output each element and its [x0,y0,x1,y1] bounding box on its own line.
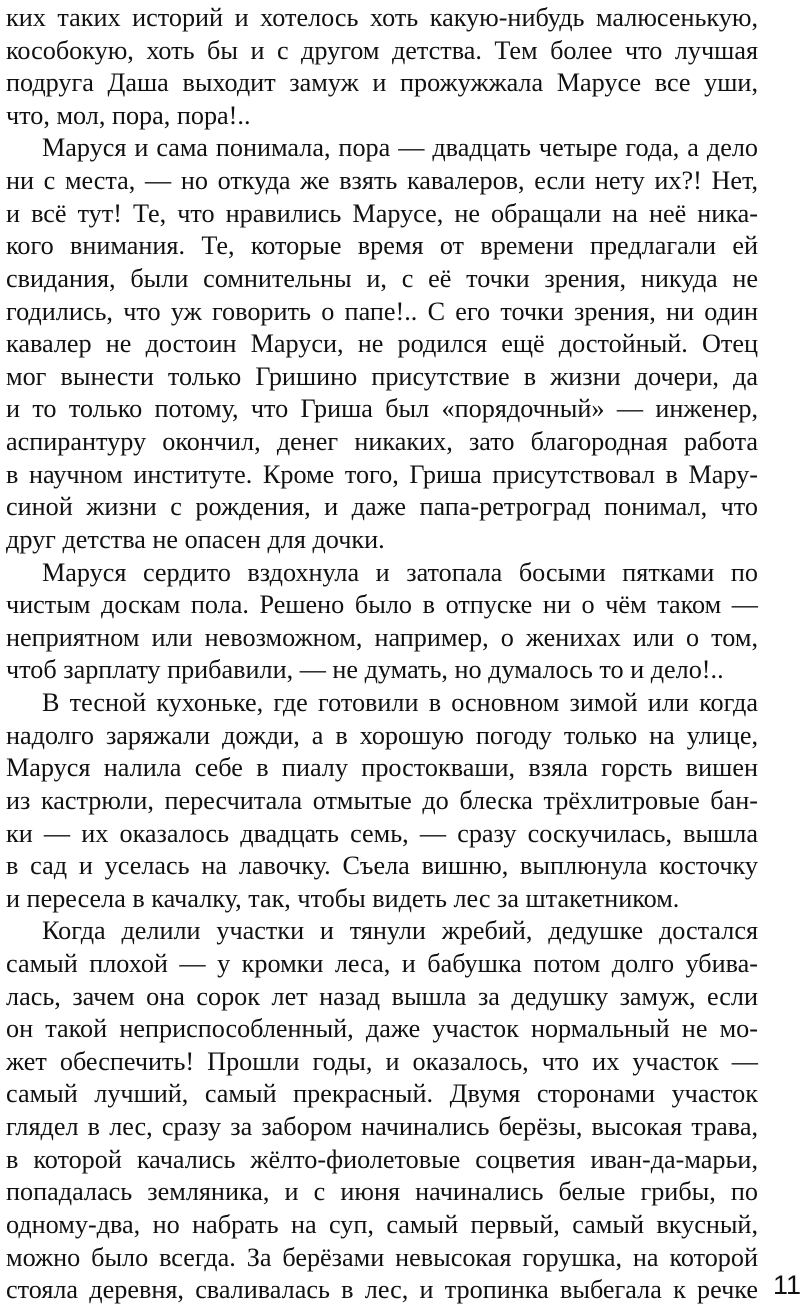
text-line: мог вынести только Гришино присутствие в жизни дочери, да [6,361,758,391]
text-line: чтоб зарплату прибавили, — не думать, но думалось то и дело!.. [6,655,724,685]
text-line: чистым доскам пола. Решено было в отпуске ни о чём таком — [6,590,758,620]
text-line: аспирантуру окончил, денег никаких, зато благородная работа [6,427,758,457]
text-line: В тесной кухоньке, где готовили в основном зимой или когда [42,688,758,718]
text-line: одному-два, но набрать на суп, самый первый, самый вкусный, [6,1209,758,1239]
text-line: из кастрюли, пересчитала отмытые до блеска трёхлитровые бан- [6,785,758,815]
text-line: самый плохой — у кромки леса, и бабушка потом долго убива- [6,948,758,978]
page-number: 11 [773,1270,802,1300]
text-line: в которой качались жёлто-фиолетовые соцветия иван-да-марьи, [6,1144,758,1174]
text-line: он такой неприспособленный, даже участок нормальный не мо- [6,1014,758,1044]
text-line: и то только потому, что Гриша был «порядочный» — инженер, [6,394,758,424]
text-line: годились, что уж говорить о папе!.. С его точки зрения, ни один [6,296,758,326]
text-line: синой жизни с рождения, и даже папа-ретроград понимал, что [6,492,758,522]
book-page [6,0,758,1304]
text-line: Маруся налила себе в пиалу простокваши, взяла горсть вишен [6,753,758,783]
text-line: ни с места, — но откуда же взять кавалеров, если нету их?! Нет, [6,166,758,196]
text-line: в научном институте. Кроме того, Гриша присутствовал в Мару- [6,459,758,489]
text-line: в сад и уселась на лавочку. Съела вишню, выплюнула косточку [6,851,758,881]
text-line: жет обеспечить! Прошли годы, и оказалось, что их участок — [6,1046,758,1076]
text-line: Когда делили участки и тянули жребий, дедушке достался [42,916,758,946]
text-line: ки — их оказалось двадцать семь, — сразу соскучилась, вышла [6,818,758,848]
text-line: свидания, были сомнительны и, с её точки зрения, никуда не [6,263,758,293]
text-line: Маруся и сама понимала, пора — двадцать четыре года, а дело [42,133,758,163]
text-line: кого внимания. Те, которые время от времени предлагали ей [6,231,758,261]
text-line: кособокую, хоть бы и с другом детства. Тем более что лучшая [6,35,758,65]
text-line: и пересела в качалку, так, чтобы видеть лес за штакетником. [6,883,680,913]
text-line: кавалер не достоин Маруси, не родился ещё достойный. Отец [6,329,758,359]
text-line: что, мол, пора, пора!.. [6,100,251,130]
text-line: стояла деревня, сваливалась в лес, и тропинка выбегала к речке [6,1275,758,1305]
text-line: Маруся сердито вздохнула и затопала босыми пятками по [42,557,758,587]
text-line: надолго заряжали дожди, а в хорошую погоду только на улице, [6,720,758,750]
text-line: лась, зачем она сорок лет назад вышла за дедушку замуж, если [6,981,758,1011]
text-line: друг детства не опасен для дочки. [6,524,385,554]
text-line: самый лучший, самый прекрасный. Двумя сторонами участок [6,1079,758,1109]
text-line: можно было всегда. За берёзами невысокая горушка, на которой [6,1242,758,1272]
text-line: глядел в лес, сразу за забором начинались берёзы, высокая трава, [6,1112,758,1142]
text-line: попадалась земляника, и с июня начинались белые грибы, по [6,1177,758,1207]
text-line: подруга Даша выходит замуж и прожужжала Марусе все уши, [6,68,758,98]
text-line: и всё тут! Те, что нравились Марусе, не обращали на неё ника- [6,198,758,228]
text-line: ких таких историй и хотелось хоть какую-нибудь малюсенькую, [6,3,758,32]
text-line: неприятном или невозможном, например, о женихах или о том, [6,622,758,652]
